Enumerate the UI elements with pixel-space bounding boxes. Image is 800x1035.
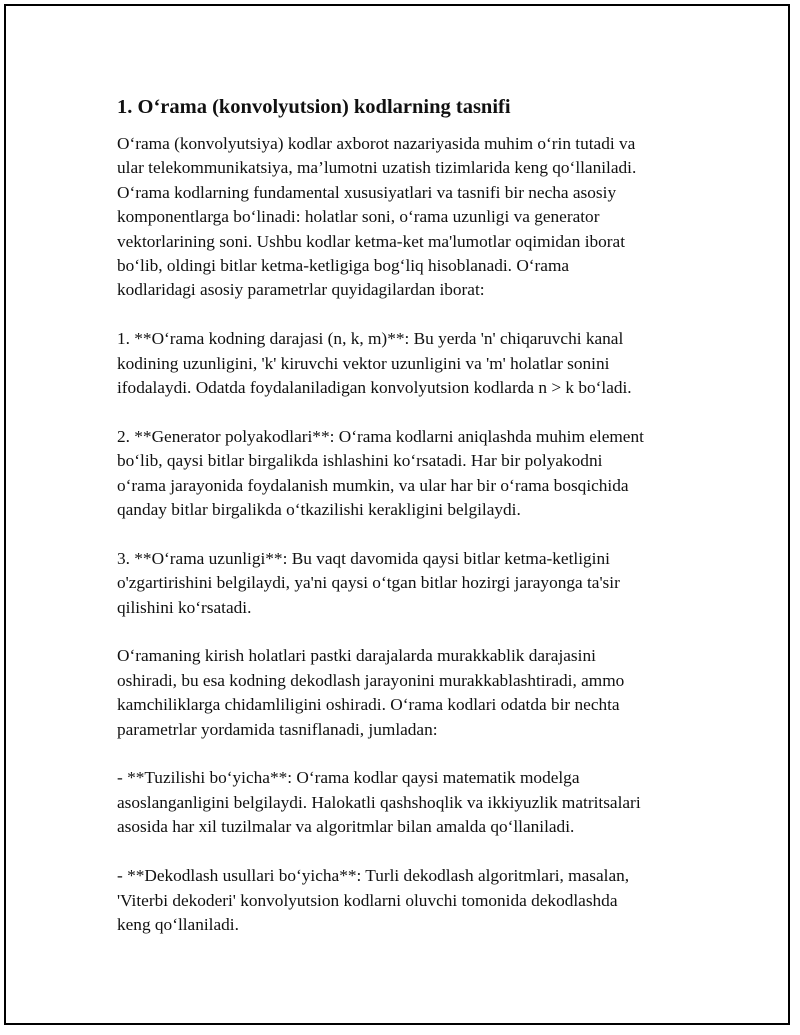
text-line: 3. **O‘rama uzunligi**: Bu vaqt davomida qaysi bitlar ketma-ketligini bbox=[117, 548, 610, 568]
text-line: 2. **Generator polyakodlari**: O‘rama kodlarni aniqlashda muhim element bbox=[117, 426, 644, 446]
text-line: kodining uzunligini, 'k' kiruvchi vektor uzunligini va 'm' holatlar sonini bbox=[117, 353, 610, 373]
text-line: o‘rama jarayonida foydalanish mumkin, va ular har bir o‘rama bosqichida bbox=[117, 475, 629, 495]
paragraph-item-2 bbox=[117, 425, 697, 523]
text-line: kodlaridagi asosiy parametrlar quyidagilardan iborat: bbox=[117, 280, 485, 300]
paragraph-item-1 bbox=[117, 327, 697, 400]
text-line: vektorlarining soni. Ushbu kodlar ketma-ket ma'lumotlar oqimidan iborat bbox=[117, 231, 625, 251]
paragraph-item-3 bbox=[117, 547, 697, 620]
text-line: ular telekommunikatsiya, ma’lumotni uzatish tizimlarida keng qo‘llaniladi. bbox=[117, 158, 637, 178]
text-line: 'Viterbi dekoderi' konvolyutsion kodlarni oluvchi tomonida dekodlashda bbox=[117, 890, 618, 910]
text-line: parametrlar yordamida tasniflanadi, jumladan: bbox=[117, 719, 438, 739]
text-line: bo‘lib, oldingi bitlar ketma-ketligiga bog‘liq hisoblanadi. O‘rama bbox=[117, 256, 570, 276]
text-line: - **Dekodlash usullari bo‘yicha**: Turli dekodlash algoritmlari, masalan, bbox=[117, 866, 630, 886]
text-line: asosida har xil tuzilmalar va algoritmlar bilan amalda qo‘llaniladi. bbox=[117, 817, 575, 837]
text-line: O‘rama (konvolyutsiya) kodlar axborot nazariyasida muhim o‘rin tutadi va bbox=[117, 134, 636, 153]
text-line: qilishini ko‘rsatadi. bbox=[117, 597, 252, 617]
paragraph-structure bbox=[117, 766, 697, 839]
text-line: 1. **O‘rama kodning darajasi (n, k, m)**: Bu yerda 'n' chiqaruvchi kanal bbox=[117, 329, 624, 349]
text-line: kamchiliklarga chidamliligini oshiradi. O‘rama kodlari odatda bir nechta bbox=[117, 695, 620, 715]
text-line: bo‘lib, qaysi bitlar birgalikda ishlashini ko‘rsatadi. Har bir polyakodni bbox=[117, 451, 603, 471]
text-line: asoslanganligini belgilaydi. Halokatli qashshoqlik va ikkiyuzlik matritsalari bbox=[117, 792, 641, 812]
text-line: oshiradi, bu esa kodning dekodlash jarayonini murakkablashtiradi, ammo bbox=[117, 670, 625, 690]
paragraph-decoding bbox=[117, 864, 697, 937]
text-line: O‘ramaning kirish holatlari pastki darajalarda murakkablik darajasini bbox=[117, 646, 596, 666]
text-line: O‘rama kodlarning fundamental xususiyatlari va tasnifi bir necha asosiy bbox=[117, 182, 617, 202]
text-line: ifodalaydi. Odatda foydalaniladigan konvolyutsion kodlarda n > k bo‘ladi. bbox=[117, 378, 632, 398]
text-line: keng qo‘llaniladi. bbox=[117, 914, 239, 934]
text-line: komponentlarga bo‘linadi: holatlar soni, o‘rama uzunligi va generator bbox=[117, 207, 600, 227]
text-line: qanday bitlar birgalikda o‘tkazilishi kerakligini belgilaydi. bbox=[117, 500, 521, 520]
paragraph-intro bbox=[117, 132, 697, 303]
document-body bbox=[117, 93, 697, 937]
paragraph-input-states bbox=[117, 644, 697, 742]
text-line: - **Tuzilishi bo‘yicha**: O‘rama kodlar qaysi matematik modelga bbox=[117, 768, 580, 788]
section-heading: 1. O‘rama (konvolyutsion) kodlarning tasnifi bbox=[117, 96, 511, 118]
text-line: o'zgartirishini belgilaydi, ya'ni qaysi o‘tgan bitlar hozirgi jarayonga ta'sir bbox=[117, 573, 620, 593]
